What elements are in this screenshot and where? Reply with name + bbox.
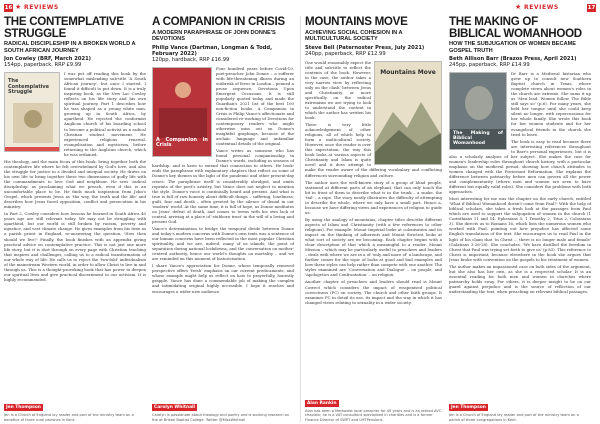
book-cover-image [449,72,507,150]
review-paragraph: The book is easy to read because there are interesting references throughout to Barr's personal experiences, but it is also a scholarly analysis of her subject. She makes the case for women's leadership roles throughout church history, with a particular emphasis on the medieval period, showing how church attitudes to women changed with the Protestant Reformation. She explains the difference between patriarchy before men can govern all the power and complementarity (where men and women are seen to have different but equally valid roles). She considers the problems with both approaches. [449,138,591,195]
review-author: Beth Allison Barr (Brazos Press, April 2021) [449,56,577,62]
review-paragraph: Another chapter of preachers and leaders should read is Mount Correct which considers the impact of weaponised political correctness (PC) on society. The church and other faith groups. It examines PC in detail its use, its impact and the way in which it has changed views relating to sexuality in a wider society. [305,279,442,305]
review-body [449,71,591,294]
review-subtitle: RADICAL DISCIPLESHIP IN A BROKEN WORLD A SOUTH AFRICAN JOURNEY [4,41,136,54]
review-title: MOUNTAINS MOVE [305,16,408,28]
reviewer-name: Alan Rankin [307,400,337,406]
review-title: A COMPANION IN CRISIS [152,16,285,28]
review-paragraph: There is very little acknowledgement of other religions, all of which help to form a multicultural society. However, once the reader is over this expectation, the way this book looks at various aspects of Christianity and Islam is quite novel and it does attempt to make the reader aware of the differing vocabulary and conflicting differences surrounding religion and culture. [305,122,442,178]
review-paragraph: Vance writes as someone who has found personal companionship in Donne's words, including in seasons of hardship, and is keen to extend that connection to others. He book-ends the paraphrase with explanatory chapters that reflect on some of Donne's key themes in the light of the pandemic and other present-day crises. The paraphrase itself is considerably abridged, and omits reprints of the poet's artistry, but Vance does not neglect to mention the style. Donne's voice is continually heard and present. And what is true is full of raw honesty about difficult things – suffering, loneliness, guilt, fear and death – often greeted by the silence of denial in our 'modern' world. At the same time, it is full of hope, as Donne meditates on Jesus' defeat of death, and comes to terms with his own lack of control, arriving at a place of 'stubborn trust' in the will of a loving and present God. [152,148,294,224]
section-label-right: REVIEWS [524,4,559,11]
page-header [0,0,600,14]
reviewer-bio: Carolyn is passionate about theology and poetry and is working research on the at Bristol Baptist College. Twitter @MissWhitnall [152,413,290,422]
review-paragraph: Vance's determination to bridge the temporal divide between Donne and today's modern concerns with Donne's own texts was a sentence of our human concerns have been reflected in the most popular Christian spirituality, and we are, indeed, many of us islands; the point of separation during national lockdowns, and the conversation on mother-centred authority, hence our world's thoughts on mortality – and we are reminded on this moment of historicisation. [152,225,294,262]
book-cover-image [374,61,442,165]
cover-title: The Contemplative Struggle [8,78,50,95]
cover-title: The Making of Biblical Womanhood [453,131,503,146]
review-author: Steve Bell (Paternoster Press, July 2021) [305,44,425,51]
review-biblical-womanhood [449,16,591,422]
review-subtitle: ACHIEVING SOCIAL COHESION IN A MULTICULTURAL SOCIETY [305,29,403,42]
reviewer-block [4,393,146,422]
review-paragraph: The author uses the well-known story of a group of blind people, stationed at different parts of an elephant, that can only touch the bit in front of them to describe what is in the trunk – a snake, the 'tail' – a rope. The story neatly illustrates the difficulty of attempting to describe the whole, where we only have a small part. Hence a, because we have differing views and experiences of religion to guide us. [305,179,442,215]
page-number-left: 16 [4,5,13,11]
reviewer-name: Jen Thompson [451,405,486,411]
cover-title: A Companion in Crisis [156,136,208,148]
review-companion-in-crisis [152,16,294,422]
book-cover-image [152,67,212,157]
review-paragraph: His theology, and the main focus of this book, bring together both the contemplative life where he felt overwhelmed by God's love, and also the struggle for justice in a divided and unequal society. He draws on his own life to bring together these two dimensions of godly life with the commandments to love God and neighbour. He sees 'radical discipleship' as proclaiming what we preach, even if this is an uncomfortable place to be. He finds much inspiration from John's Gospel, which presents Jesus as 'the way, the truth and the life' and describes how Jesus faced opposition, conflict and persecution in his ministry. [4,158,146,210]
cover-title: Mountains Move [380,68,436,76]
review-paragraph: By using the analogy of mountains, chapter titles describe different aspects of Islam and Christianity (with a few references to other religions). For example: Mount Imperial looks at colonisation and its impact on the thinking of adherents and Mount Strictest looks at what sort of society are we becoming. Each chapter begins with a clear description of that which a meaningful to a reader. Mount Mission – which may be particularly useful to preachers and leaders – deals with where we are in a of 'only and more of' a landscape, and further comes for the topic of looks at good and bad examples and how these styles can help rather than compete with one another. The styles examined are 'Conversation and Dialogue' – on people, and 'Apologetics and Confrontation' – on religion. [305,216,442,278]
review-body [4,71,146,282]
reviewer-bio: Jen is a Church of England lay reader and part of the ministry team on a benefice of three rural parishes in Kent. [4,413,134,422]
reviewer-name: Jen Thompson [6,405,41,411]
star-icon: ★ [15,3,22,11]
review-paragraph: Four hundred years before Covid-19, poet-preacher John Donne – a sufferer with life-threatening illness during an outbreak of fever in London – penned a prose sequence, Devotions Upon Emergent Occasions. It is still popularly quoted today and made the Guardian's 2021 list of the best 100 non-fiction books. A Companion in Crisis is Philip Vance's affectionate and considered re-working of Devotions for contemporary readers who might otherwise miss out on Donne's insightful graphings, because of the archaic language and unfamiliar contextual details of the original. [216,65,294,147]
page-number-right: 17 [587,5,596,11]
review-contemplative-struggle [4,16,146,422]
review-author: Philip Vance (Dartman, Longman & Todd, February 2022) [152,44,273,57]
review-paragraph: One would reasonably expect the title and sub-title to reflect the contents of the book. However, in the case, the author takes a very narrow view by reflecting only on the clash' between Jesus and Christianity, or more specifically on the radical extremism we are trying to look to understand the content in which the author has written his book. [305,59,371,121]
review-paragraph: Dr Barr is a Medieval historian who grew up to consult new Southern Baptist church in Texas, where complete views about women's roles in the church are extreme. She sums it up as 'Men lead. Women follow. The Bible still says so' (p.6). For many years, she held her tongue until she could keep silent no longer, with repercussions for her whole family. She wrote this book for her women students and for her evangelical friends in the church she tried to leave. [511,71,591,137]
review-details: 245pp, paperback, RRP £14.99 [449,62,530,68]
review-paragraph: I was put off reading this book by the somewhat misleading sub-title 'A South African journey', but once I started, I found it difficult to put down. It is a truly inspiring book, as the New Lac Cowley reflects on his life story and his own spiritual journey. Part 1 describes how he was shaped as a young white man, growing up in South Africa, by apartheid. He rejected the conformist Anglican church of his boarding school to become a political activist as a radical Christian student movement. He experienced religious renewal, evangelisation and mysticism, before returning to the Anglican church, which he was ordained. [64,71,146,157]
cover-art-icon [5,73,60,152]
reviewer-block [305,389,442,422]
review-body [152,66,294,294]
review-subtitle: HOW THE SUBJUGATION OF WOMEN BECAME GOSPEL TRUTH [449,41,576,54]
review-details: 240pp, paperback, RRP £12.99 [305,50,386,57]
review-mountains-move [300,16,442,422]
review-paragraph: Most interesting for me was the chapter on the early church, entitled 'What if Biblical Womanhood doesn't come from Paul?' With the help of biblical scholars, she takes a fresh look at the passages from Paul which are used to support the subjugation of women in the church (1 Corinthians 11 and 14, Ephesians 5, 1 Timothy 2, Titus 2, Colossians 3). She directs us to Romans 16, which lists the numerous women who worked with Paul, pointing out how prejudice has affected some English translations of the text. She encourages us to read Paul in the light of his claim that 'in Christ ... there is no longer male and female' (Galatians 3:26-28). She concludes, 'We have distilled the freedom in Christ that Paul was trying set forth to give us' (p.83). This reference to Christ is important, because elsewhere in the book she argues that Jesus broke with convention on the gospels to his treatment of women. [449,196,591,262]
reviewer-block [449,393,591,422]
review-paragraph: The author makes an impassioned case on both sides of the argument, but she also has her own, as she is a respected scholar. It is an essential reading for both men and women in churches where patriarchy holds sway. For others, it is deeper insight to be on our guard against prejudice and is the source of reflection of our understanding the text, when preaching on relevant biblical passages. [449,263,591,294]
review-subtitle: A MODERN PARAPHRASE OF JOHN DONNE'S DEVOTIONS [152,29,276,42]
reviewer-name: Carolyn Whitnall [154,405,196,411]
review-title: THE CONTEMPLATIVE STRUGGLE [4,16,124,40]
review-title: THE MAKING OF BIBLICAL WOMANHOOD [449,16,582,40]
star-icon: ★ [515,3,522,11]
review-author: Jon Cowley (BRF, March 2021) [4,56,92,62]
reviewer-bio: Alan has been a Methodist local preacher for 40 years and is an retired AVC chaplain; he is a VAT consultant specialised in charities and is a former Finance Director of SWPT and LMTPensions. [305,408,442,422]
book-cover-image [4,72,60,152]
review-paragraph: I share Vance's appreciation for Donne, whose temporally removed perspective offers 'fresh' emphasis on our current predicaments, and whose example might help us reflect on how to prayerfully, honestly grapple. Vance has done a commendable job of making the complex and intimidating original highly accessible. I hope it reaches and encourages a wider new audience. [152,263,294,294]
reviewer-block [152,393,294,422]
review-details: 120pp, hardback, RRP £16.99 [152,56,230,63]
cover-art-icon [375,62,442,165]
review-body [305,60,442,305]
section-label-left: REVIEWS [24,4,59,11]
reviewer-bio: Jen is a Church of England lay reader and part of the ministry team on a parish of three congregations in Kent. [449,413,579,422]
review-paragraph: In Part 2, Cowley considers how lessons he learned in South Africa 40 years ago are still relevant today. We may not be struggling with apartheid, but our world is still broken by racism, poverty and injustice, and vast climate change. He gives examples from his time as a parish priest in England, re-answering the question, 'How then should we live?' Finally, the book finishes with an appendix giving practical advice on contemplative practice. This is not just one more life story, but it is shot through on every page with Christian teaching that inspires and challenges, calling us to a radical transformation of our whole way of life. He calls us to reject the 'two-fold' individualism of the mainstream Western world, in order to allow Christ to live in and through us. This is a thought-provoking book that has power to deepen our spiritual lives and give practical discernment to our activism. It is highly recommended. [4,211,146,282]
review-details: 154pp, paperback, RRP £9.99 [4,62,82,68]
